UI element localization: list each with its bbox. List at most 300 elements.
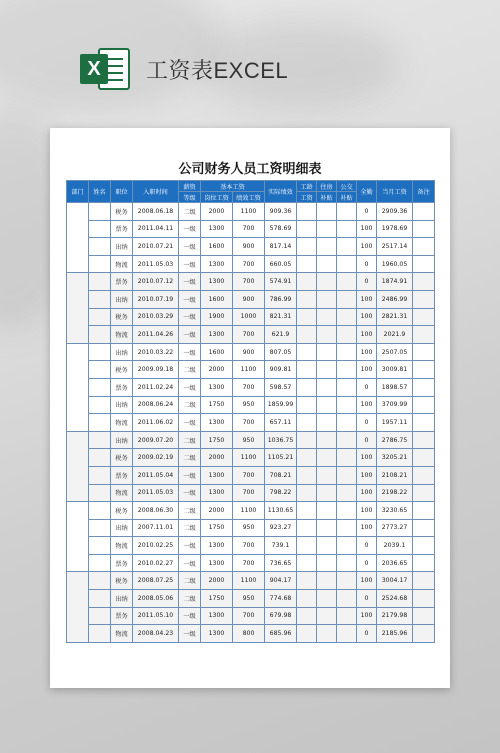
table-cell: 598.57 — [265, 378, 297, 396]
table-cell: 1300 — [201, 414, 233, 432]
table-cell — [337, 238, 357, 256]
table-cell — [317, 554, 337, 572]
table-cell: 3709.99 — [377, 396, 413, 414]
header-name: 姓名 — [89, 181, 111, 203]
table-cell: 1036.75 — [265, 431, 297, 449]
table-cell — [89, 238, 111, 256]
table-cell: 2011.05.10 — [133, 607, 179, 625]
table-cell — [297, 519, 317, 537]
table-cell: 685.96 — [265, 625, 297, 643]
table-cell: 0 — [357, 414, 377, 432]
table-cell: 1100 — [233, 502, 265, 520]
table-cell: 1300 — [201, 607, 233, 625]
table-cell: 950 — [233, 519, 265, 537]
table-cell: 800 — [233, 625, 265, 643]
table-row — [67, 502, 435, 520]
table-cell: 909.36 — [265, 203, 297, 221]
table-cell: 二级 — [179, 361, 201, 379]
table-cell — [337, 220, 357, 238]
table-cell: 票务 — [111, 466, 133, 484]
table-cell — [337, 308, 357, 326]
table-cell: 2000 — [201, 361, 233, 379]
table-cell — [317, 220, 337, 238]
table-cell: 物流 — [111, 326, 133, 344]
table-cell — [413, 361, 435, 379]
table-cell: 1300 — [201, 484, 233, 502]
table-cell — [337, 590, 357, 608]
table-cell: 2008.05.06 — [133, 590, 179, 608]
table-cell: 100 — [357, 308, 377, 326]
table-cell — [317, 203, 337, 221]
table-cell: 2008.04.23 — [133, 625, 179, 643]
table-cell — [413, 326, 435, 344]
table-cell: 2000 — [201, 572, 233, 590]
table-cell: 2009.09.18 — [133, 361, 179, 379]
table-cell: 100 — [357, 343, 377, 361]
table-cell — [317, 326, 337, 344]
header-dept: 部门 — [67, 181, 89, 203]
table-cell — [89, 326, 111, 344]
table-cell — [89, 431, 111, 449]
table-cell: 一级 — [179, 466, 201, 484]
table-cell: 900 — [233, 290, 265, 308]
table-cell: 909.81 — [265, 361, 297, 379]
table-cell — [337, 431, 357, 449]
table-cell — [297, 203, 317, 221]
table-cell: 一级 — [179, 625, 201, 643]
table-cell: 一级 — [179, 484, 201, 502]
table-cell — [413, 343, 435, 361]
table-cell — [89, 361, 111, 379]
table-cell — [89, 378, 111, 396]
table-cell: 2008.06.30 — [133, 502, 179, 520]
header-seniority: 工龄 — [297, 181, 317, 192]
table-cell — [89, 572, 111, 590]
table-cell: 0 — [357, 273, 377, 291]
table-cell: 一级 — [179, 607, 201, 625]
table-cell: 923.27 — [265, 519, 297, 537]
table-cell — [413, 431, 435, 449]
table-cell — [297, 537, 317, 555]
table-row — [67, 378, 435, 396]
table-cell: 900 — [233, 343, 265, 361]
table-cell — [337, 572, 357, 590]
table-cell: 物流 — [111, 414, 133, 432]
table-cell — [413, 537, 435, 555]
table-cell — [297, 625, 317, 643]
table-row — [67, 308, 435, 326]
table-cell — [297, 238, 317, 256]
table-row — [67, 238, 435, 256]
table-cell: 700 — [233, 554, 265, 572]
table-cell: 100 — [357, 326, 377, 344]
table-cell: 2021.9 — [377, 326, 413, 344]
dept-cell — [67, 572, 89, 642]
table-cell: 出纳 — [111, 431, 133, 449]
table-cell — [337, 625, 357, 643]
document-title: 公司财务人员工资明细表 — [178, 162, 322, 177]
dept-cell — [67, 431, 89, 501]
table-cell: 2517.14 — [377, 238, 413, 256]
table-cell: 2007.11.01 — [133, 519, 179, 537]
table-cell: 100 — [357, 572, 377, 590]
table-cell: 2009.02.19 — [133, 449, 179, 467]
table-row — [67, 273, 435, 291]
table-cell — [413, 607, 435, 625]
table-cell — [413, 590, 435, 608]
table-cell — [337, 466, 357, 484]
table-cell: 2773.27 — [377, 519, 413, 537]
table-cell: 2036.65 — [377, 554, 413, 572]
table-cell: 2786.75 — [377, 431, 413, 449]
table-cell: 0 — [357, 255, 377, 273]
table-cell — [413, 572, 435, 590]
table-cell: 1300 — [201, 255, 233, 273]
table-cell: 1300 — [201, 466, 233, 484]
table-cell: 2011.05.03 — [133, 255, 179, 273]
table-cell: 2821.31 — [377, 308, 413, 326]
table-cell: 1978.69 — [377, 220, 413, 238]
table-cell — [337, 255, 357, 273]
table-cell — [337, 203, 357, 221]
dept-cell — [67, 343, 89, 431]
table-cell: 1898.57 — [377, 378, 413, 396]
table-cell: 1900 — [201, 308, 233, 326]
table-row — [67, 414, 435, 432]
table-cell — [317, 361, 337, 379]
table-cell: 1750 — [201, 519, 233, 537]
table-cell — [297, 220, 317, 238]
table-cell: 1750 — [201, 396, 233, 414]
excel-icon: X — [80, 46, 132, 92]
salary-table — [66, 180, 435, 643]
table-cell: 物流 — [111, 255, 133, 273]
table-cell — [337, 414, 357, 432]
table-cell: 2108.21 — [377, 466, 413, 484]
table-cell — [297, 273, 317, 291]
table-cell: 700 — [233, 466, 265, 484]
table-cell: 二级 — [179, 449, 201, 467]
table-cell — [413, 308, 435, 326]
table-cell: 2000 — [201, 449, 233, 467]
header-grade-level: 等级 — [179, 192, 201, 203]
table-row — [67, 466, 435, 484]
table-row — [67, 590, 435, 608]
dept-cell — [67, 502, 89, 572]
table-cell — [297, 378, 317, 396]
table-cell: 二级 — [179, 519, 201, 537]
table-cell: 100 — [357, 396, 377, 414]
table-row — [67, 290, 435, 308]
table-cell — [317, 378, 337, 396]
table-cell: 578.69 — [265, 220, 297, 238]
table-cell: 700 — [233, 220, 265, 238]
table-cell: 100 — [357, 484, 377, 502]
table-cell: 票务 — [111, 273, 133, 291]
header-note: 备注 — [413, 181, 435, 203]
table-cell: 2011.04.11 — [133, 220, 179, 238]
table-cell: 一级 — [179, 238, 201, 256]
table-cell: 2011.06.02 — [133, 414, 179, 432]
table-cell — [89, 343, 111, 361]
table-cell: 出纳 — [111, 238, 133, 256]
table-cell: 1750 — [201, 431, 233, 449]
table-cell: 1600 — [201, 238, 233, 256]
table-cell — [89, 519, 111, 537]
table-cell: 物流 — [111, 484, 133, 502]
table-cell: 票务 — [111, 220, 133, 238]
table-cell — [297, 255, 317, 273]
table-cell: 出纳 — [111, 396, 133, 414]
table-cell — [297, 308, 317, 326]
table-cell: 2000 — [201, 502, 233, 520]
table-cell: 2011.02.24 — [133, 378, 179, 396]
table-cell: 二级 — [179, 203, 201, 221]
table-cell — [297, 484, 317, 502]
table-cell: 2010.07.19 — [133, 290, 179, 308]
table-cell — [317, 590, 337, 608]
table-row — [67, 220, 435, 238]
table-cell: 一级 — [179, 326, 201, 344]
table-cell — [413, 554, 435, 572]
table-cell: 3004.17 — [377, 572, 413, 590]
table-cell: 二级 — [179, 431, 201, 449]
table-cell — [297, 554, 317, 572]
table-row — [67, 625, 435, 643]
table-cell — [337, 378, 357, 396]
table-cell: 2010.03.29 — [133, 308, 179, 326]
table-cell: 2524.68 — [377, 590, 413, 608]
table-cell — [297, 396, 317, 414]
table-cell — [317, 431, 337, 449]
table-cell: 二级 — [179, 572, 201, 590]
table-row — [67, 203, 435, 221]
table-cell: 2486.99 — [377, 290, 413, 308]
table-row — [67, 326, 435, 344]
table-cell: 一级 — [179, 273, 201, 291]
table-cell: 1100 — [233, 572, 265, 590]
header-seniority-pay: 工资 — [297, 192, 317, 203]
table-cell — [89, 466, 111, 484]
table-cell: 1130.65 — [265, 502, 297, 520]
table-cell — [337, 484, 357, 502]
table-cell: 2010.03.22 — [133, 343, 179, 361]
table-cell — [317, 238, 337, 256]
table-cell: 2010.07.21 — [133, 238, 179, 256]
table-cell: 1960.05 — [377, 255, 413, 273]
table-cell: 1300 — [201, 554, 233, 572]
table-cell: 0 — [357, 378, 377, 396]
table-cell: 1859.99 — [265, 396, 297, 414]
table-cell — [89, 625, 111, 643]
table-cell — [413, 484, 435, 502]
table-cell — [297, 590, 317, 608]
table-cell — [337, 290, 357, 308]
table-cell: 1300 — [201, 625, 233, 643]
table-cell — [317, 502, 337, 520]
table-row — [67, 537, 435, 555]
table-cell: 1000 — [233, 308, 265, 326]
header-month-pay: 当月工资 — [377, 181, 413, 203]
table-cell: 票务 — [111, 554, 133, 572]
table-cell — [413, 625, 435, 643]
table-cell — [413, 519, 435, 537]
table-cell: 税务 — [111, 572, 133, 590]
table-cell: 1100 — [233, 361, 265, 379]
table-cell — [317, 625, 337, 643]
table-cell: 700 — [233, 414, 265, 432]
table-cell: 700 — [233, 484, 265, 502]
table-cell: 二级 — [179, 502, 201, 520]
table-cell: 2198.22 — [377, 484, 413, 502]
table-cell: 出纳 — [111, 290, 133, 308]
table-cell: 700 — [233, 326, 265, 344]
table-cell: 出纳 — [111, 343, 133, 361]
table-cell: 1600 — [201, 343, 233, 361]
table-cell: 1300 — [201, 537, 233, 555]
table-cell — [89, 607, 111, 625]
table-row — [67, 607, 435, 625]
table-cell — [337, 554, 357, 572]
table-cell: 物流 — [111, 537, 133, 555]
table-cell: 100 — [357, 290, 377, 308]
table-cell — [297, 361, 317, 379]
header-perf-salary: 绩效工资 — [233, 192, 265, 203]
table-cell: 1105.21 — [265, 449, 297, 467]
header-base-salary: 基本工资 — [201, 181, 265, 192]
table-cell: 100 — [357, 238, 377, 256]
table-row — [67, 554, 435, 572]
table-row — [67, 255, 435, 273]
table-cell — [89, 484, 111, 502]
table-cell — [89, 220, 111, 238]
table-cell: 0 — [357, 431, 377, 449]
table-cell: 821.31 — [265, 308, 297, 326]
table-cell — [89, 290, 111, 308]
table-cell — [413, 414, 435, 432]
table-cell — [89, 273, 111, 291]
header-housing: 住房 — [317, 181, 337, 192]
table-cell — [337, 396, 357, 414]
table-cell — [337, 343, 357, 361]
table-cell — [413, 290, 435, 308]
table-cell — [337, 519, 357, 537]
table-cell — [317, 466, 337, 484]
table-cell — [413, 502, 435, 520]
table-cell: 1100 — [233, 203, 265, 221]
table-row — [67, 361, 435, 379]
table-cell: 900 — [233, 238, 265, 256]
header-position: 职位 — [111, 181, 133, 203]
table-cell — [413, 378, 435, 396]
table-cell: 700 — [233, 255, 265, 273]
table-cell — [317, 343, 337, 361]
table-cell — [317, 484, 337, 502]
table-cell: 1300 — [201, 326, 233, 344]
table-cell — [89, 203, 111, 221]
table-cell: 950 — [233, 396, 265, 414]
table-cell: 2507.05 — [377, 343, 413, 361]
dept-cell — [67, 273, 89, 343]
table-cell — [89, 502, 111, 520]
table-cell: 一级 — [179, 378, 201, 396]
table-cell: 0 — [357, 203, 377, 221]
table-cell: 税务 — [111, 449, 133, 467]
dept-cell — [67, 203, 89, 273]
table-cell: 739.1 — [265, 537, 297, 555]
table-cell: 100 — [357, 502, 377, 520]
header-transit: 公交 — [337, 181, 357, 192]
table-cell — [89, 396, 111, 414]
table-cell — [337, 607, 357, 625]
table-cell — [413, 238, 435, 256]
header-transit-allowance: 补贴 — [337, 192, 357, 203]
table-cell: 出纳 — [111, 519, 133, 537]
table-cell — [317, 607, 337, 625]
table-cell: 税务 — [111, 203, 133, 221]
table-cell: 700 — [233, 378, 265, 396]
table-cell — [317, 273, 337, 291]
table-cell — [413, 466, 435, 484]
table-cell: 一级 — [179, 343, 201, 361]
table-cell: 2009.07.20 — [133, 431, 179, 449]
table-cell: 2011.05.04 — [133, 466, 179, 484]
table-cell — [317, 572, 337, 590]
app-header — [80, 46, 288, 92]
table-cell: 2008.07.25 — [133, 572, 179, 590]
table-cell: 679.98 — [265, 607, 297, 625]
table-cell: 0 — [357, 554, 377, 572]
header-grade: 薪资 — [179, 181, 201, 192]
app-title: 工资表EXCEL — [146, 57, 289, 83]
table-cell: 0 — [357, 590, 377, 608]
table-cell: 税务 — [111, 502, 133, 520]
table-cell — [317, 308, 337, 326]
table-row — [67, 572, 435, 590]
header-hire-date: 入职时间 — [133, 181, 179, 203]
table-cell: 708.21 — [265, 466, 297, 484]
header-housing-allowance: 补贴 — [317, 192, 337, 203]
table-cell — [89, 255, 111, 273]
table-cell — [337, 273, 357, 291]
table-cell — [297, 431, 317, 449]
table-cell: 1957.11 — [377, 414, 413, 432]
table-cell: 0 — [357, 537, 377, 555]
table-cell — [413, 203, 435, 221]
table-cell — [297, 572, 317, 590]
table-cell — [337, 326, 357, 344]
table-cell: 3009.81 — [377, 361, 413, 379]
table-cell — [297, 414, 317, 432]
table-cell: 1300 — [201, 378, 233, 396]
table-cell: 2179.98 — [377, 607, 413, 625]
table-cell: 817.14 — [265, 238, 297, 256]
table-cell — [317, 255, 337, 273]
table-cell: 一级 — [179, 414, 201, 432]
table-cell: 一级 — [179, 537, 201, 555]
table-cell: 574.91 — [265, 273, 297, 291]
table-cell — [297, 449, 317, 467]
table-cell — [89, 449, 111, 467]
table-cell: 0 — [357, 625, 377, 643]
table-cell: 税务 — [111, 308, 133, 326]
table-cell: 2185.96 — [377, 625, 413, 643]
table-cell: 807.05 — [265, 343, 297, 361]
table-cell — [317, 519, 337, 537]
table-cell: 2011.04.26 — [133, 326, 179, 344]
table-cell: 出纳 — [111, 590, 133, 608]
table-cell — [337, 361, 357, 379]
